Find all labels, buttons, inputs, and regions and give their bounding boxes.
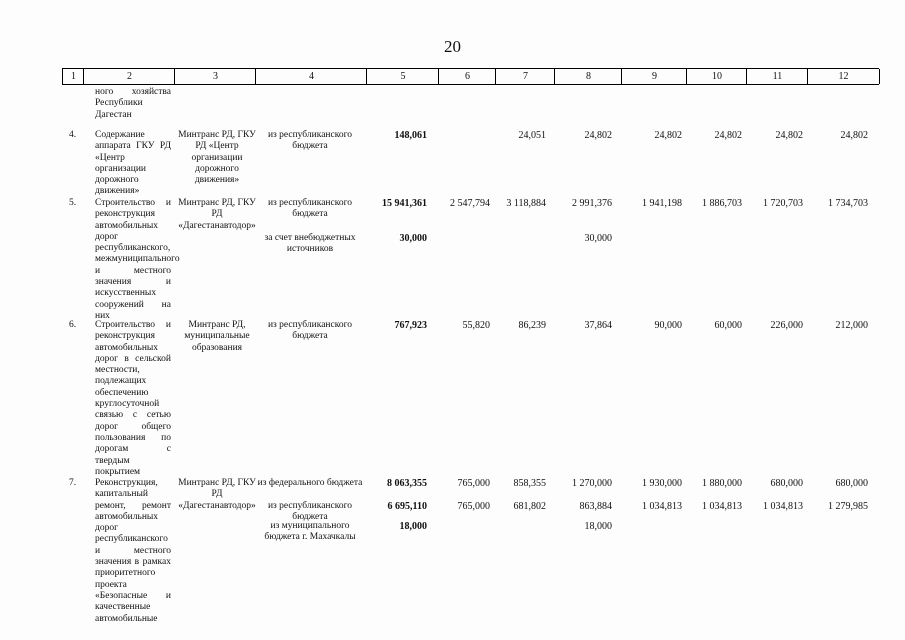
year-value: 858,355 [513, 478, 546, 489]
total-value: 148,061 [394, 130, 427, 141]
year-value: 1 279,985 [828, 501, 868, 512]
year-value: 24,051 [518, 130, 546, 141]
measure-description: Строительство и реконструкция автомобильных дорог республиканского, межмуниципального и местного значения и искусственных сооружений на них [95, 198, 180, 321]
year-value: 680,000 [835, 478, 868, 489]
column-header: 9 [621, 69, 687, 84]
year-value: 1 034,813 [763, 501, 803, 512]
year-value: 24,802 [775, 130, 803, 141]
year-value: 1 941,198 [642, 198, 682, 209]
row-number: 7. [69, 478, 77, 488]
row-number: 6. [69, 320, 77, 330]
executor: Минтранс РД, ГКУ РД «Центр организации дорожного движения» [178, 130, 256, 186]
column-header: 3 [174, 69, 256, 84]
year-value: 3 118,884 [506, 198, 546, 209]
funding-source: из республиканского бюджета [267, 130, 353, 152]
column-header: 8 [554, 69, 622, 84]
total-value: 6 695,110 [387, 501, 427, 512]
measure-description: Строительство и реконструкция автомобильных дорог в сельской местности, подлежащих обеспечению круглосуточной связью с сетью дорог общего пользования по дорогам с твердым покрытием [95, 320, 171, 477]
funding-source: из республиканского бюджета [267, 501, 353, 523]
year-value: 212,000 [835, 320, 868, 331]
year-value: 1 734,703 [828, 198, 868, 209]
column-header: 1 [62, 69, 84, 84]
year-value: 37,864 [584, 320, 612, 331]
year-value: 30,000 [584, 233, 612, 244]
executor: Минтранс РД, ГКУ РД «Дагестанавтодор» [178, 198, 256, 231]
year-value: 86,239 [518, 320, 546, 331]
total-value: 8 063,355 [387, 478, 427, 489]
funding-source: за счет внебюджетных источников [264, 233, 356, 255]
column-header: 2 [83, 69, 175, 84]
year-value: 1 886,703 [702, 198, 742, 209]
measure-description: Реконструкция, капитальный ремонт, ремонт автомобильных дорог республиканского и местного значения в рамках приоритетного проекта «Безопасные и качественные автомобильные [95, 478, 171, 624]
funding-source: из федерального бюджета [257, 478, 363, 488]
funding-source: из республиканского бюджета [267, 320, 353, 342]
year-value: 681,802 [513, 501, 546, 512]
column-header: 12 [807, 69, 880, 84]
funding-source: из муниципального бюджета г. Махачкалы [264, 521, 356, 543]
year-value: 863,884 [579, 501, 612, 512]
column-header: 4 [255, 69, 367, 84]
total-value: 767,923 [394, 320, 427, 331]
continuation-description: ного хозяйства Республики Дагестан [95, 87, 171, 120]
year-value: 24,802 [584, 130, 612, 141]
year-value: 2 991,376 [572, 198, 612, 209]
column-header: 6 [438, 69, 496, 84]
year-value: 1 720,703 [763, 198, 803, 209]
column-header: 11 [746, 69, 808, 84]
total-value: 30,000 [399, 233, 427, 244]
year-value: 24,802 [654, 130, 682, 141]
year-value: 1 034,813 [702, 501, 742, 512]
executor: Минтранс РД, муниципальные образования [184, 320, 250, 353]
year-value: 1 880,000 [702, 478, 742, 489]
column-header: 5 [366, 69, 439, 84]
year-value: 1 270,000 [572, 478, 612, 489]
year-value: 24,802 [840, 130, 868, 141]
year-value: 765,000 [457, 501, 490, 512]
year-value: 55,820 [462, 320, 490, 331]
year-value: 1 034,813 [642, 501, 682, 512]
total-value: 18,000 [399, 521, 427, 532]
row-number: 4. [69, 130, 77, 140]
total-value: 15 941,361 [382, 198, 427, 209]
executor: Минтранс РД, ГКУ РД «Дагестанавтодор» [178, 478, 256, 511]
row-number: 5. [69, 198, 77, 208]
column-header: 7 [495, 69, 555, 84]
year-value: 90,000 [654, 320, 682, 331]
measure-description: Содержание аппарата ГКУ РД «Центр организации дорожного движения» [95, 130, 171, 197]
year-value: 226,000 [770, 320, 803, 331]
year-value: 1 930,000 [642, 478, 682, 489]
year-value: 765,000 [457, 478, 490, 489]
page-number: 20 [444, 37, 461, 56]
year-value: 18,000 [584, 521, 612, 532]
year-value: 680,000 [770, 478, 803, 489]
funding-source: из республиканского бюджета [267, 198, 353, 220]
table-header [62, 68, 879, 85]
year-value: 24,802 [714, 130, 742, 141]
year-value: 60,000 [714, 320, 742, 331]
column-header: 10 [686, 69, 747, 84]
year-value: 2 547,794 [450, 198, 490, 209]
